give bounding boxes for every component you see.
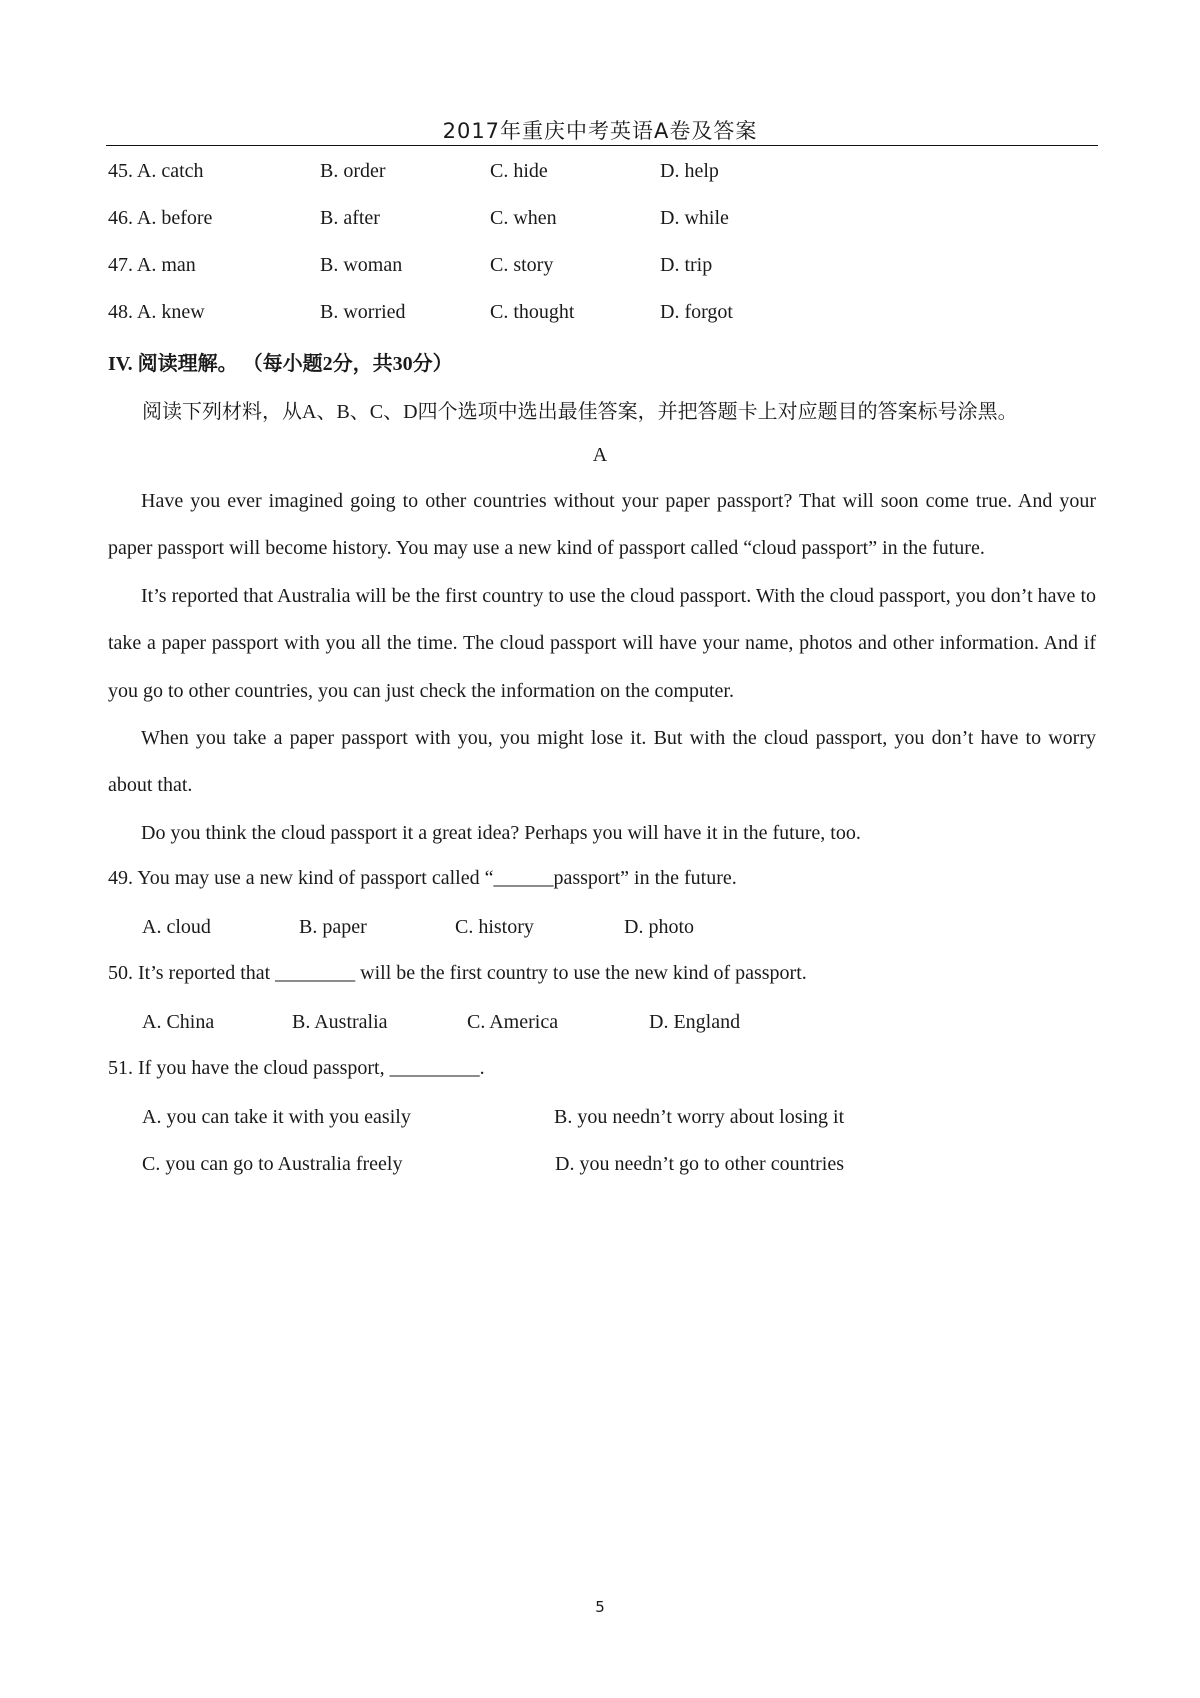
- option-c: C. when: [490, 207, 557, 229]
- document-title: 2017年重庆中考英语A卷及答案: [442, 119, 758, 143]
- option-c: C. history: [455, 916, 534, 938]
- option-a: 47. A. man: [108, 254, 196, 276]
- passage-paragraph-2: It’s reported that Australia will be the first country to use the cloud passport. With the cloud passport, you don’t have to take a paper passport with you all the time. The cloud passport will have your name, photos and other information. And if you go to other countries, you can just check the information on the computer.: [108, 585, 1096, 702]
- passage-paragraph-4: Do you think the cloud passport it a great idea? Perhaps you will have it in the future, too.: [141, 822, 861, 844]
- option-d: D. trip: [660, 254, 713, 276]
- page-number: 5: [595, 1598, 605, 1616]
- option-b: B. order: [320, 160, 386, 182]
- option-d: D. photo: [624, 916, 694, 938]
- option-a: A. China: [142, 1011, 215, 1033]
- option-b: B. Australia: [292, 1011, 388, 1033]
- option-b: B. paper: [299, 916, 367, 938]
- option-c: C. America: [467, 1011, 559, 1033]
- option-a: A. cloud: [142, 916, 211, 938]
- option-a: 48. A. knew: [108, 301, 205, 323]
- section-heading: IV. 阅读理解。 （每小题2分，共30分）: [108, 353, 453, 375]
- option-a: A. you can take it with you easily: [142, 1106, 411, 1128]
- header-divider: [106, 145, 1098, 146]
- option-c: C. you can go to Australia freely: [142, 1153, 403, 1175]
- option-d: D. England: [649, 1011, 741, 1033]
- option-c: C. hide: [490, 160, 548, 182]
- passage-paragraph-3: When you take a paper passport with you, you might lose it. But with the cloud passport, you don’t have to worry about that.: [108, 727, 1096, 797]
- option-d: D. you needn’t go to other countries: [555, 1153, 845, 1175]
- option-a: 45. A. catch: [108, 160, 204, 182]
- option-b: B. after: [320, 207, 380, 229]
- option-d: D. help: [660, 160, 719, 182]
- question-50-stem: 50. It’s reported that ________ will be the first country to use the new kind of passport.: [108, 962, 807, 984]
- passage-paragraph-1: Have you ever imagined going to other countries without your paper passport? That will soon come true. And your paper passport will become history. You may use a new kind of passport called “cloud passport” in the future.: [108, 490, 1096, 560]
- section-instructions: 阅读下列材料，从A、B、C、D四个选项中选出最佳答案，并把答题卡上对应题目的答案标号涂黑。: [142, 401, 1018, 423]
- question-49-stem: 49. You may use a new kind of passport called “______passport” in the future.: [108, 867, 737, 889]
- option-b: B. woman: [320, 254, 403, 276]
- option-c: C. story: [490, 254, 554, 276]
- option-d: D. forgot: [660, 301, 733, 323]
- question-51-stem: 51. If you have the cloud passport, _________.: [108, 1057, 485, 1079]
- option-a: 46. A. before: [108, 207, 213, 229]
- option-c: C. thought: [490, 301, 575, 323]
- option-b: B. you needn’t worry about losing it: [554, 1106, 845, 1128]
- passage-label: A: [592, 444, 608, 466]
- option-d: D. while: [660, 207, 729, 229]
- option-b: B. worried: [320, 301, 406, 323]
